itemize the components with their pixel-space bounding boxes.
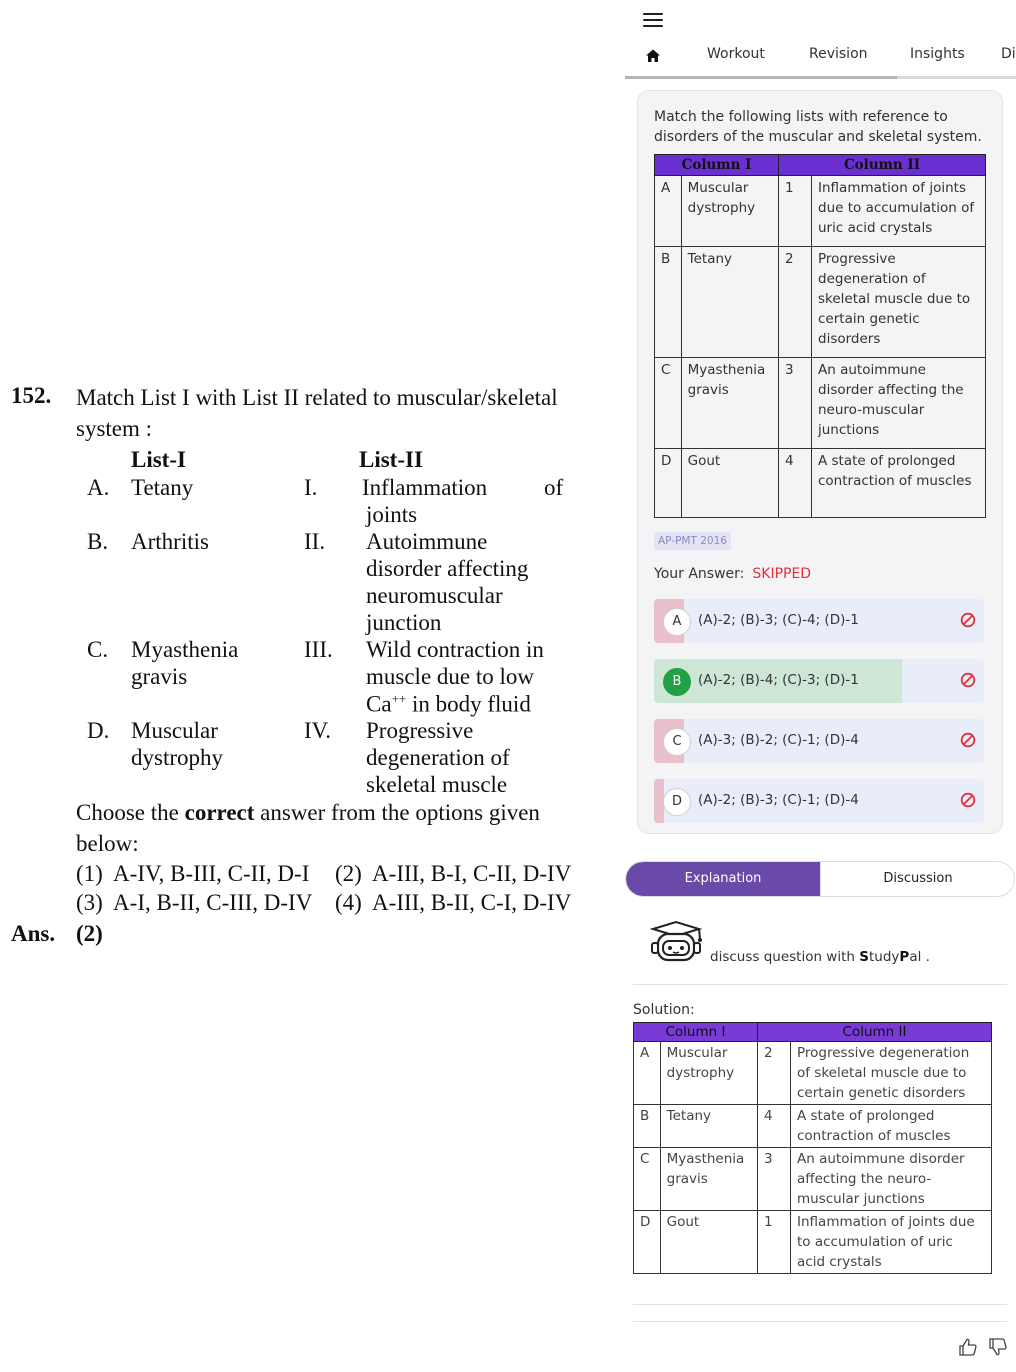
- list2-item: degeneration of: [366, 745, 510, 770]
- your-answer: [654, 566, 811, 582]
- row-col2: A state of prolonged contraction of muscles: [812, 449, 986, 518]
- row-col2: Progressive degeneration of skeletal muscle due to certain genetic disorders: [791, 1042, 992, 1105]
- tab-revision[interactable]: Revision: [809, 46, 868, 62]
- choose-line: [76, 800, 596, 826]
- solution-header-col2: Column II: [758, 1023, 992, 1042]
- row-num: 2: [779, 247, 812, 358]
- home-icon[interactable]: [645, 48, 661, 64]
- row-num: 2: [758, 1042, 791, 1105]
- row-key: B: [634, 1105, 661, 1148]
- table-row: [634, 1042, 992, 1105]
- list2-key: IV.: [304, 718, 332, 743]
- question-number: 152.: [11, 383, 52, 408]
- tab-explanation[interactable]: Explanation: [626, 862, 820, 896]
- studypal-p: P: [899, 949, 910, 965]
- studypal-tudy: tudy: [868, 949, 900, 965]
- option-text: (A)-2; (B)-3; (C)-1; (D)-4: [698, 792, 859, 808]
- list2-item: joints: [366, 502, 418, 527]
- choose-post: answer from the options given: [260, 800, 540, 825]
- ban-icon: [960, 672, 976, 688]
- question-stem-line1: Match List I with List II related to muscular/skeletal: [76, 385, 558, 410]
- answer-option-a[interactable]: [654, 599, 984, 643]
- ban-icon: [960, 792, 976, 808]
- row-key: B: [655, 247, 682, 358]
- list2-item: skeletal muscle: [366, 772, 508, 797]
- row-key: D: [655, 449, 682, 518]
- row-col1: Gout: [660, 1211, 757, 1274]
- calcium-tail: in body fluid: [411, 691, 531, 717]
- calcium-symbol: Ca: [366, 691, 392, 717]
- list2-header: List-II: [359, 447, 423, 472]
- studypal-link[interactable]: [710, 949, 930, 965]
- app-panel: [625, 0, 1016, 1372]
- table-row: [655, 449, 986, 518]
- answer-option-d[interactable]: [654, 779, 984, 823]
- table-row: [634, 1148, 992, 1211]
- list1-item: Arthritis: [131, 529, 209, 554]
- row-key: C: [634, 1148, 661, 1211]
- thumbs-up-icon[interactable]: [958, 1337, 978, 1357]
- list1-item: Tetany: [131, 475, 194, 500]
- tab-discussion[interactable]: Di: [1001, 46, 1016, 62]
- sheet-option-3: (3) A-I, B-II, C-III, D-IV: [76, 890, 313, 915]
- row-col2: An autoimmune disorder affecting the neuro-muscular junctions: [791, 1148, 992, 1211]
- list2-item: neuromuscular: [366, 583, 503, 608]
- list2-key: I.: [304, 475, 318, 500]
- option-letter: C: [663, 728, 691, 756]
- solution-table: [633, 1022, 992, 1274]
- row-key: C: [655, 358, 682, 449]
- answer-value: (2): [76, 921, 103, 946]
- list1-key: B.: [87, 529, 109, 554]
- row-num: 3: [758, 1148, 791, 1211]
- choose-line2: below:: [76, 831, 139, 856]
- choose-bold: correct: [184, 800, 255, 825]
- list1-key: C.: [87, 637, 109, 662]
- row-num: 4: [758, 1105, 791, 1148]
- table-row: [655, 176, 986, 247]
- sheet-option-4: (4) A-III, B-II, C-I, D-IV: [335, 890, 572, 915]
- explanation-discussion-toggle: [625, 861, 1015, 897]
- ban-icon: [960, 732, 976, 748]
- list2-item: muscle due to low: [366, 664, 534, 689]
- list1-key: D.: [87, 718, 110, 743]
- option-text: (A)-2; (B)-4; (C)-3; (D)-1: [698, 672, 859, 688]
- row-num: 1: [779, 176, 812, 247]
- row-key: D: [634, 1211, 661, 1274]
- tab-workout[interactable]: Workout: [707, 46, 765, 62]
- robot-icon[interactable]: [647, 919, 705, 963]
- row-num: 3: [779, 358, 812, 449]
- divider: [633, 984, 1007, 985]
- sheet-option-1: (1) A-IV, B-III, C-II, D-I: [76, 861, 310, 886]
- match-header-col2: Column II: [779, 155, 986, 176]
- answer-option-b[interactable]: [654, 659, 984, 703]
- option-letter: D: [663, 788, 691, 816]
- row-col1: Myasthenia gravis: [660, 1148, 757, 1211]
- menu-icon[interactable]: [643, 13, 663, 29]
- row-col1: Tetany: [660, 1105, 757, 1148]
- solution-header-col1: Column I: [634, 1023, 758, 1042]
- list2-item: Autoimmune: [366, 529, 488, 554]
- solution-label: Solution:: [633, 1002, 695, 1018]
- list2-item: [366, 691, 531, 718]
- tab-discussion-segment[interactable]: Discussion: [820, 862, 1015, 896]
- question-prompt: Match the following lists with reference to disorders of the muscular and skeletal system.: [654, 109, 982, 145]
- list2-key: II.: [304, 529, 326, 554]
- studypal-pre: discuss question with: [710, 949, 860, 965]
- divider: [633, 1321, 1007, 1322]
- option-letter: B: [663, 668, 691, 696]
- list1-item: Myasthenia: [131, 637, 239, 662]
- list1-item: dystrophy: [131, 745, 223, 770]
- calcium-charge: ++: [391, 691, 407, 706]
- tab-bar: [625, 38, 1016, 79]
- list2-key: III.: [304, 637, 333, 662]
- your-answer-value: SKIPPED: [752, 566, 812, 582]
- row-num: 4: [779, 449, 812, 518]
- table-row: [634, 1211, 992, 1274]
- row-col2: An autoimmune disorder affecting the neuro-muscular junctions: [812, 358, 986, 449]
- question-card: [637, 90, 1003, 834]
- studypal-s: S: [859, 949, 869, 965]
- row-col1: Gout: [681, 449, 778, 518]
- choose-pre: Choose the: [76, 800, 179, 825]
- list2-item: of: [544, 475, 564, 500]
- thumbs-down-icon[interactable]: [988, 1337, 1008, 1357]
- list1-header: List-I: [131, 447, 186, 472]
- divider: [633, 1304, 1007, 1305]
- row-col2: Inflammation of joints due to accumulation of uric acid crystals: [791, 1211, 992, 1274]
- row-col1: Muscular dystrophy: [681, 176, 778, 247]
- row-col1: Myasthenia gravis: [681, 358, 778, 449]
- your-answer-label: Your Answer:: [654, 566, 745, 582]
- list2-item: disorder affecting: [366, 556, 529, 581]
- answer-label: Ans.: [11, 921, 56, 946]
- list1-item: gravis: [131, 664, 188, 689]
- row-col1: Tetany: [681, 247, 778, 358]
- match-header-col1: Column I: [655, 155, 779, 176]
- list2-item: Wild contraction in: [366, 637, 544, 662]
- match-table: [654, 154, 986, 518]
- list2-item: junction: [366, 610, 442, 635]
- list2-item: Progressive: [366, 718, 474, 743]
- studypal-al: al .: [909, 949, 930, 965]
- answer-option-c[interactable]: [654, 719, 984, 763]
- table-row: [655, 247, 986, 358]
- row-col2: Progressive degeneration of skeletal muscle due to certain genetic disorders: [812, 247, 986, 358]
- option-text: (A)-2; (B)-3; (C)-4; (D)-1: [698, 612, 859, 628]
- row-key: A: [655, 176, 682, 247]
- row-key: A: [634, 1042, 661, 1105]
- option-letter: A: [663, 608, 691, 636]
- exam-tag: AP-PMT 2016: [654, 532, 731, 550]
- row-col2: Inflammation of joints due to accumulation of uric acid crystals: [812, 176, 986, 247]
- list1-item: Muscular: [131, 718, 218, 743]
- tab-insights[interactable]: Insights: [910, 46, 965, 62]
- row-col1: Muscular dystrophy: [660, 1042, 757, 1105]
- sheet-option-2: (2) A-III, B-I, C-II, D-IV: [335, 861, 572, 886]
- question-stem-line2: system :: [76, 416, 153, 441]
- row-col2: A state of prolonged contraction of muscles: [791, 1105, 992, 1148]
- table-row: [634, 1105, 992, 1148]
- list1-key: A.: [87, 475, 110, 500]
- row-num: 1: [758, 1211, 791, 1274]
- table-row: [655, 358, 986, 449]
- list2-item: Inflammation: [362, 475, 488, 500]
- option-text: (A)-3; (B)-2; (C)-1; (D)-4: [698, 732, 859, 748]
- tab-indicator: [625, 76, 897, 79]
- ban-icon: [960, 612, 976, 628]
